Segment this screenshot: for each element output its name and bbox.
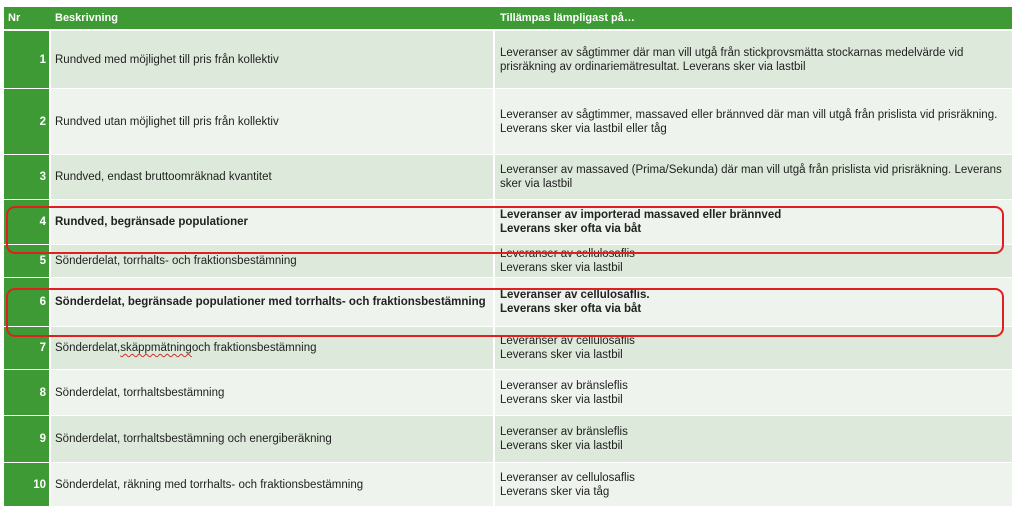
row-applies xyxy=(495,327,1012,369)
row-applies xyxy=(495,278,1012,326)
applies-line: Leveranser av massaved (Prima/Sekunda) där man vill utgå från prislista vid prisräkning. Leverans xyxy=(500,164,1002,176)
row-number: 3 xyxy=(4,155,51,199)
applies-line: Leveranser av sågtimmer där man vill utgå från stickprovsmätta stockarnas medelvärde vid xyxy=(500,46,964,59)
applies-line: Leveranser av cellulosaflis xyxy=(500,471,635,484)
header-description: Beskrivning xyxy=(51,7,495,29)
applies-line: sker via lastbil xyxy=(500,178,573,190)
applies-line: Leverans sker via lastbil xyxy=(500,393,623,406)
table-row xyxy=(4,327,1012,370)
table-row xyxy=(4,89,1012,155)
applies-line: Leverans sker ofta via båt xyxy=(500,303,642,315)
row-description: Rundved, endast bruttoomräknad kvantitet xyxy=(51,155,495,199)
row-description: Rundved utan möjlighet till pris från kollektiv xyxy=(51,89,495,154)
row-applies xyxy=(495,89,1012,154)
row-description: Sönderdelat, torrhaltsbestämning och energiberäkning xyxy=(51,416,495,462)
row-applies xyxy=(495,370,1012,415)
row-applies xyxy=(495,31,1012,88)
row-description: Rundved, begränsade populationer xyxy=(51,200,495,244)
row-applies xyxy=(495,245,1012,277)
table-row xyxy=(4,245,1012,278)
row-number: 10 xyxy=(4,463,51,506)
row-description: Rundved med möjlighet till pris från kollektiv xyxy=(51,31,495,88)
applies-line: Leverans sker via lastbil xyxy=(500,349,623,361)
description-part: och fraktionsbestämning xyxy=(191,342,317,354)
applies-line: prisräkning av ordinariemätresultat. Leverans sker via lastbil xyxy=(500,60,806,73)
row-number: 4 xyxy=(4,200,51,244)
applies-line: Leverans sker via lastbil eller tåg xyxy=(500,122,667,135)
row-number: 9 xyxy=(4,416,51,462)
row-number: 8 xyxy=(4,370,51,415)
table-row xyxy=(4,31,1012,89)
applies-line: Leveranser av sågtimmer, massaved eller brännved där man vill utgå från prislista vid prisräkning. xyxy=(500,108,998,121)
table-row xyxy=(4,370,1012,416)
table-row-highlighted xyxy=(4,278,1012,327)
row-description: Sönderdelat, begränsade populationer med torrhalts- och fraktionsbestämning xyxy=(51,278,495,326)
applies-line: Leverans sker ofta via båt xyxy=(500,223,642,235)
applies-line: Leveranser av bränsleflis xyxy=(500,379,628,392)
table-row xyxy=(4,463,1012,507)
table-row xyxy=(4,416,1012,463)
row-applies xyxy=(495,155,1012,199)
row-number: 1 xyxy=(4,31,51,88)
row-applies xyxy=(495,200,1012,244)
measurement-methods-table xyxy=(4,7,1012,507)
row-number: 5 xyxy=(4,245,51,277)
table-row xyxy=(4,155,1012,200)
applies-line: Leveranser av cellulosaflis xyxy=(500,248,635,260)
applies-line: Leverans sker via lastbil xyxy=(500,440,623,452)
applies-line: Leveranser av cellulosaflis. xyxy=(500,289,650,301)
applies-line: Leverans sker via tåg xyxy=(500,485,610,498)
spellcheck-word: skäppmätning xyxy=(120,342,192,354)
row-description: Sönderdelat, torrhalts- och fraktionsbestämning xyxy=(51,245,495,277)
table-header-row xyxy=(4,7,1012,31)
applies-line: Leveranser av bränsleflis xyxy=(500,426,628,438)
header-applies: Tillämpas lämpligast på… xyxy=(495,7,1012,29)
applies-line: Leveranser av cellulosaflis xyxy=(500,335,635,347)
row-number: 6 xyxy=(4,278,51,326)
row-applies xyxy=(495,416,1012,462)
row-number: 7 xyxy=(4,327,51,369)
applies-line: Leveranser av importerad massaved eller brännved xyxy=(500,209,782,221)
table-row-highlighted xyxy=(4,200,1012,245)
header-nr: Nr xyxy=(4,7,51,29)
row-applies xyxy=(495,463,1012,506)
row-description xyxy=(51,327,495,369)
row-number: 2 xyxy=(4,89,51,154)
row-description: Sönderdelat, räkning med torrhalts- och fraktionsbestämning xyxy=(51,463,495,506)
applies-line: Leverans sker via lastbil xyxy=(500,262,623,274)
row-description: Sönderdelat, torrhaltsbestämning xyxy=(51,370,495,415)
description-part: Sönderdelat, xyxy=(55,342,121,354)
